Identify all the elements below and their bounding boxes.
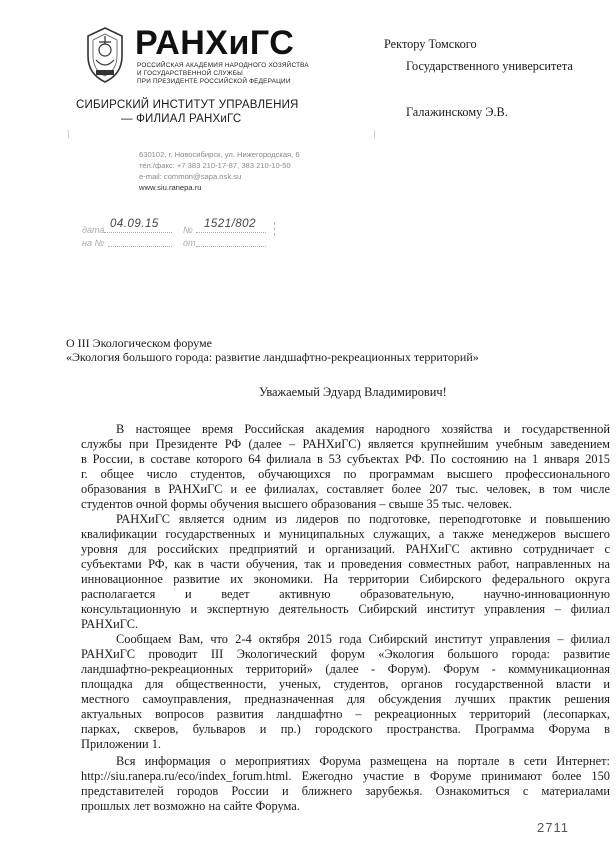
number-label: № — [183, 225, 193, 235]
ranepa-emblem-icon — [82, 26, 128, 84]
institute-branch: — ФИЛИАЛ РАНХиГС — [121, 113, 242, 125]
ranepa-logo: РАНХиГС — [135, 24, 295, 62]
from-label: от — [183, 238, 196, 248]
body-line: парках, скверов, бульваров и пр.) городского пространства. Программа Форума в — [81, 722, 610, 736]
body-line: г. общее число студентов, обучающихся по программам высшего профессионального — [81, 467, 610, 481]
body-line: субъектами РФ, как в части обучения, так и проведения совместных работ, направленных на — [81, 557, 610, 571]
body-line: В настоящее время Российская академия народного хозяйства и государственной — [116, 422, 610, 436]
logo-subline: РОССИЙСКАЯ АКАДЕМИЯ НАРОДНОГО ХОЗЯЙСТВА — [137, 62, 309, 69]
number-underline — [196, 232, 266, 233]
body-line: площадка для общественности, ученых, студентов, органов государственной власти и — [81, 677, 610, 691]
website: www.siu.ranepa.ru — [139, 183, 202, 192]
body-line: Вся информация о мероприятиях Форума размещена на портале в сети Интернет: — [116, 754, 610, 768]
body-line: РАНХиГС является одним из лидеров по подготовке, переподготовке и повышению — [116, 512, 610, 526]
email: e-mail: common@sapa.nsk.su — [139, 172, 242, 181]
phone: тел./факс: +7 383 210-17-87, 383 210-10-50 — [139, 161, 291, 170]
body-line: студентов очной формы обучения высшего образования – свыше 35 тыс. человек. — [81, 497, 512, 511]
body-line: ландшафтно-рекреационных территорий» (далее - Форум). Форум - коммуникационная — [81, 662, 610, 676]
corner-mark — [374, 130, 375, 138]
body-line: службы при Президенте РФ (далее – РАНХиГС) является крупнейшим учебным заведением — [81, 437, 610, 451]
ref-underline — [108, 246, 172, 247]
date-value: 04.09.15 — [110, 218, 159, 230]
number-value: 1521/802 — [204, 218, 256, 230]
divider — [274, 222, 276, 236]
body-line: представителей городов России и ближнего зарубежья. Ознакомиться с материалами — [81, 784, 610, 798]
address: 630102, г. Новосибирск, ул. Нижегородская, 6 — [139, 150, 300, 159]
salutation: Уважаемый Эдуард Владимирович! — [259, 385, 447, 399]
body-line: РАНХиГС проводит III Экологический форум «Экология большого города: развитие — [81, 647, 610, 661]
institute-name: СИБИРСКИЙ ИНСТИТУТ УПРАВЛЕНИЯ — [76, 99, 299, 111]
subject-line: «Экология большого города: развитие ландшафтно-рекреационных территорий» — [66, 350, 479, 364]
corner-mark — [68, 130, 69, 138]
body-line: образования в РАНХиГС и ее филиалах, составляет более 207 тыс. человек, в том числе — [81, 482, 610, 496]
date-label: дата — [82, 225, 105, 235]
recipient-line: Государственного университета — [406, 59, 573, 73]
body-line: инновационное развитие их экономики. На территории Сибирского федерального округа — [81, 572, 610, 586]
body-line: консультационную и экспертную деятельность Сибирский институт управления – филиал — [81, 602, 610, 616]
logo-subline: ПРИ ПРЕЗИДЕНТЕ РОССИЙСКОЙ ФЕДЕРАЦИИ — [137, 78, 291, 85]
from-underline — [196, 246, 266, 247]
body-line: http://siu.ranepa.ru/eco/index_forum.html. Ежегодно участие в Форуме принимают более 150 — [81, 769, 610, 783]
logo-subline: И ГОСУДАРСТВЕННОЙ СЛУЖБЫ — [137, 70, 244, 77]
recipient-name: Галажинскому Э.В. — [406, 105, 508, 119]
body-line: уровня для российских предприятий и организаций. РАНХиГС активно сотрудничает с — [81, 542, 610, 556]
body-line: Сообщаем Вам, что 2-4 октября 2015 года Сибирский институт управления – филиал — [116, 632, 610, 646]
body-line: прошлых лет возможно на сайте Форума. — [81, 799, 300, 813]
body-line: квалификации государственных и муниципальных служащих, а также менеджеров высшего — [81, 527, 610, 541]
recipient-line: Ректору Томского — [384, 37, 477, 51]
ref-label: на № — [82, 238, 105, 248]
body-line: местного самоуправления, предназначенная для обсуждения лучших практик решения — [81, 692, 610, 706]
subject-line: О III Экологическом форуме — [66, 336, 212, 350]
body-line: актуальных вопросов развития ландшафтно – рекреационных территорий (лесопарках, — [81, 707, 610, 721]
page-number: 2711 — [537, 820, 569, 835]
date-underline — [104, 232, 172, 233]
body-line: РАНХиГС. — [81, 617, 139, 631]
body-line: располагается и ведет активную образовательную, научно-инновационную — [81, 587, 610, 601]
body-line: в России, в составе которого 64 филиала в 53 субъектах РФ. По состоянию на 1 января 2015 — [81, 452, 610, 466]
body-line: Приложении 1. — [81, 737, 162, 751]
